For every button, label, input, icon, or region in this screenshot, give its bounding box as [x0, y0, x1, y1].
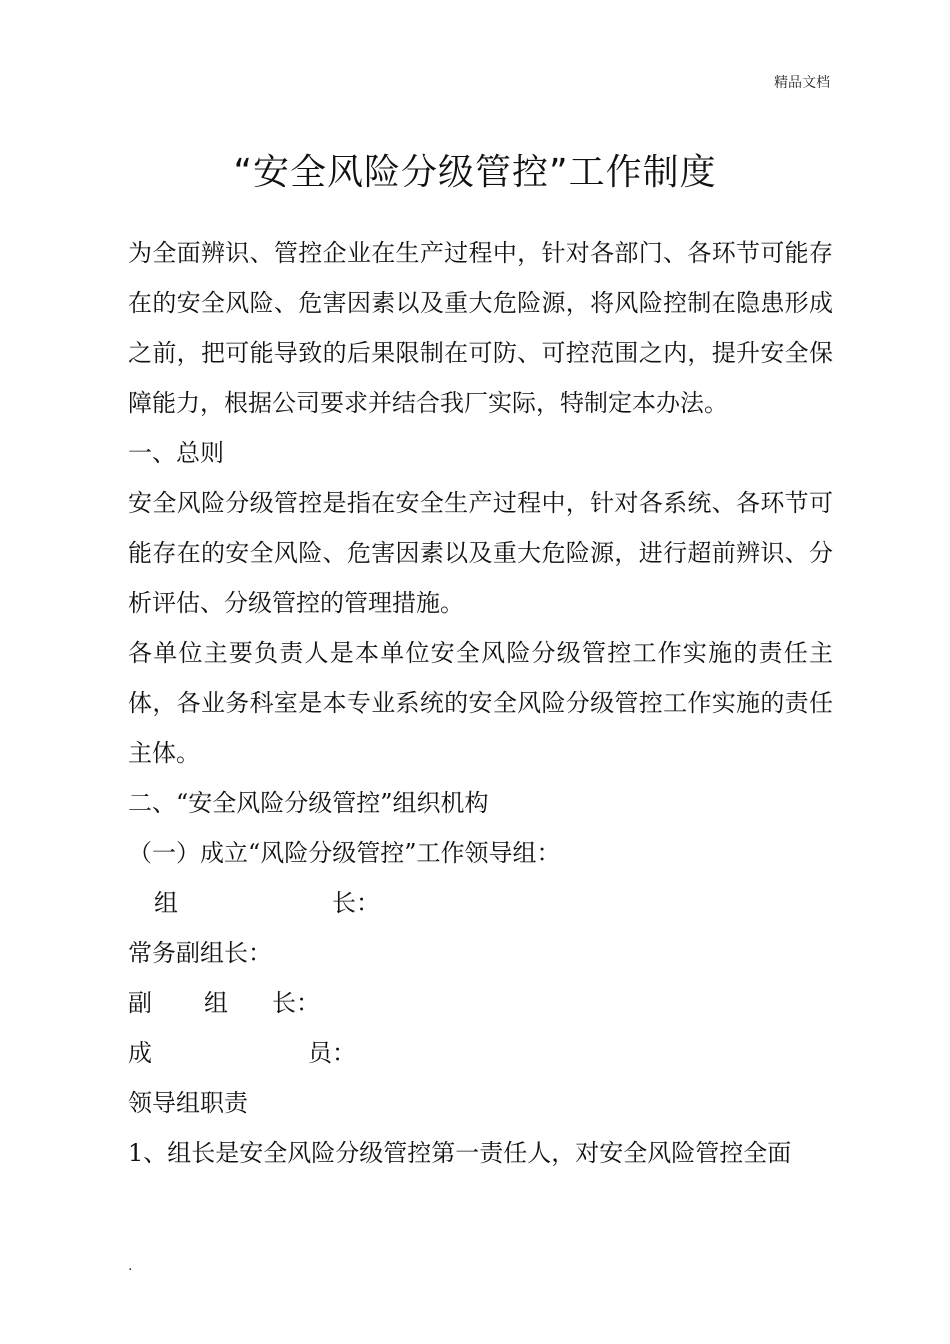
header-note: 精品文档 — [774, 75, 830, 91]
role-deputy-exec — [128, 928, 833, 978]
section1-paragraph-2: 各单位主要负责人是本单位安全风险分级管控工作实施的责任主体，各业务科室是本专业系统的安全风险分级管控工作实施的责任主体。 — [128, 639, 833, 767]
role-member-char-2: 员： — [308, 1039, 356, 1067]
document-title: “安全风险分级管控”工作制度 — [233, 152, 717, 193]
role-deputy-char-3: 长： — [272, 989, 320, 1017]
role-leader-char-2: 长： — [332, 889, 380, 917]
footer-dot: . — [128, 1258, 133, 1274]
subsection1-heading: （一）成立“风险分级管控”工作领导组： — [128, 839, 561, 867]
role-member — [128, 1028, 833, 1078]
document-body — [128, 228, 833, 1178]
section1-heading: 一、总则 — [128, 439, 224, 467]
role-deputy-char-2: 组 — [204, 989, 228, 1017]
role-member-char-1: 成 — [128, 1039, 152, 1067]
role-deputy-char-1: 副 — [128, 989, 152, 1017]
duty-1: 1、组长是安全风险分级管控第一责任人，对安全风险管控全面 — [128, 1139, 792, 1167]
section2-heading: 二、“安全风险分级管控”组织机构 — [128, 789, 489, 817]
role-deputy — [128, 978, 833, 1028]
role-leader-char-1: 组 — [154, 889, 178, 917]
role-deputy-exec-label: 常务副组长： — [128, 939, 272, 967]
role-leader — [128, 878, 833, 928]
section1-paragraph-1: 安全风险分级管控是指在安全生产过程中，针对各系统、各环节可能存在的安全风险、危害因素以及重大危险源，进行超前辨识、分析评估、分级管控的管理措施。 — [128, 489, 833, 617]
intro-paragraph: 为全面辨识、管控企业在生产过程中，针对各部门、各环节可能存在的安全风险、危害因素以及重大危险源，将风险控制在隐患形成之前，把可能导致的后果限制在可防、可控范围之内，提升安全保障能力，根据公司要求并结合我厂实际，特制定本办法。 — [128, 239, 833, 417]
duties-heading: 领导组职责 — [128, 1089, 248, 1117]
